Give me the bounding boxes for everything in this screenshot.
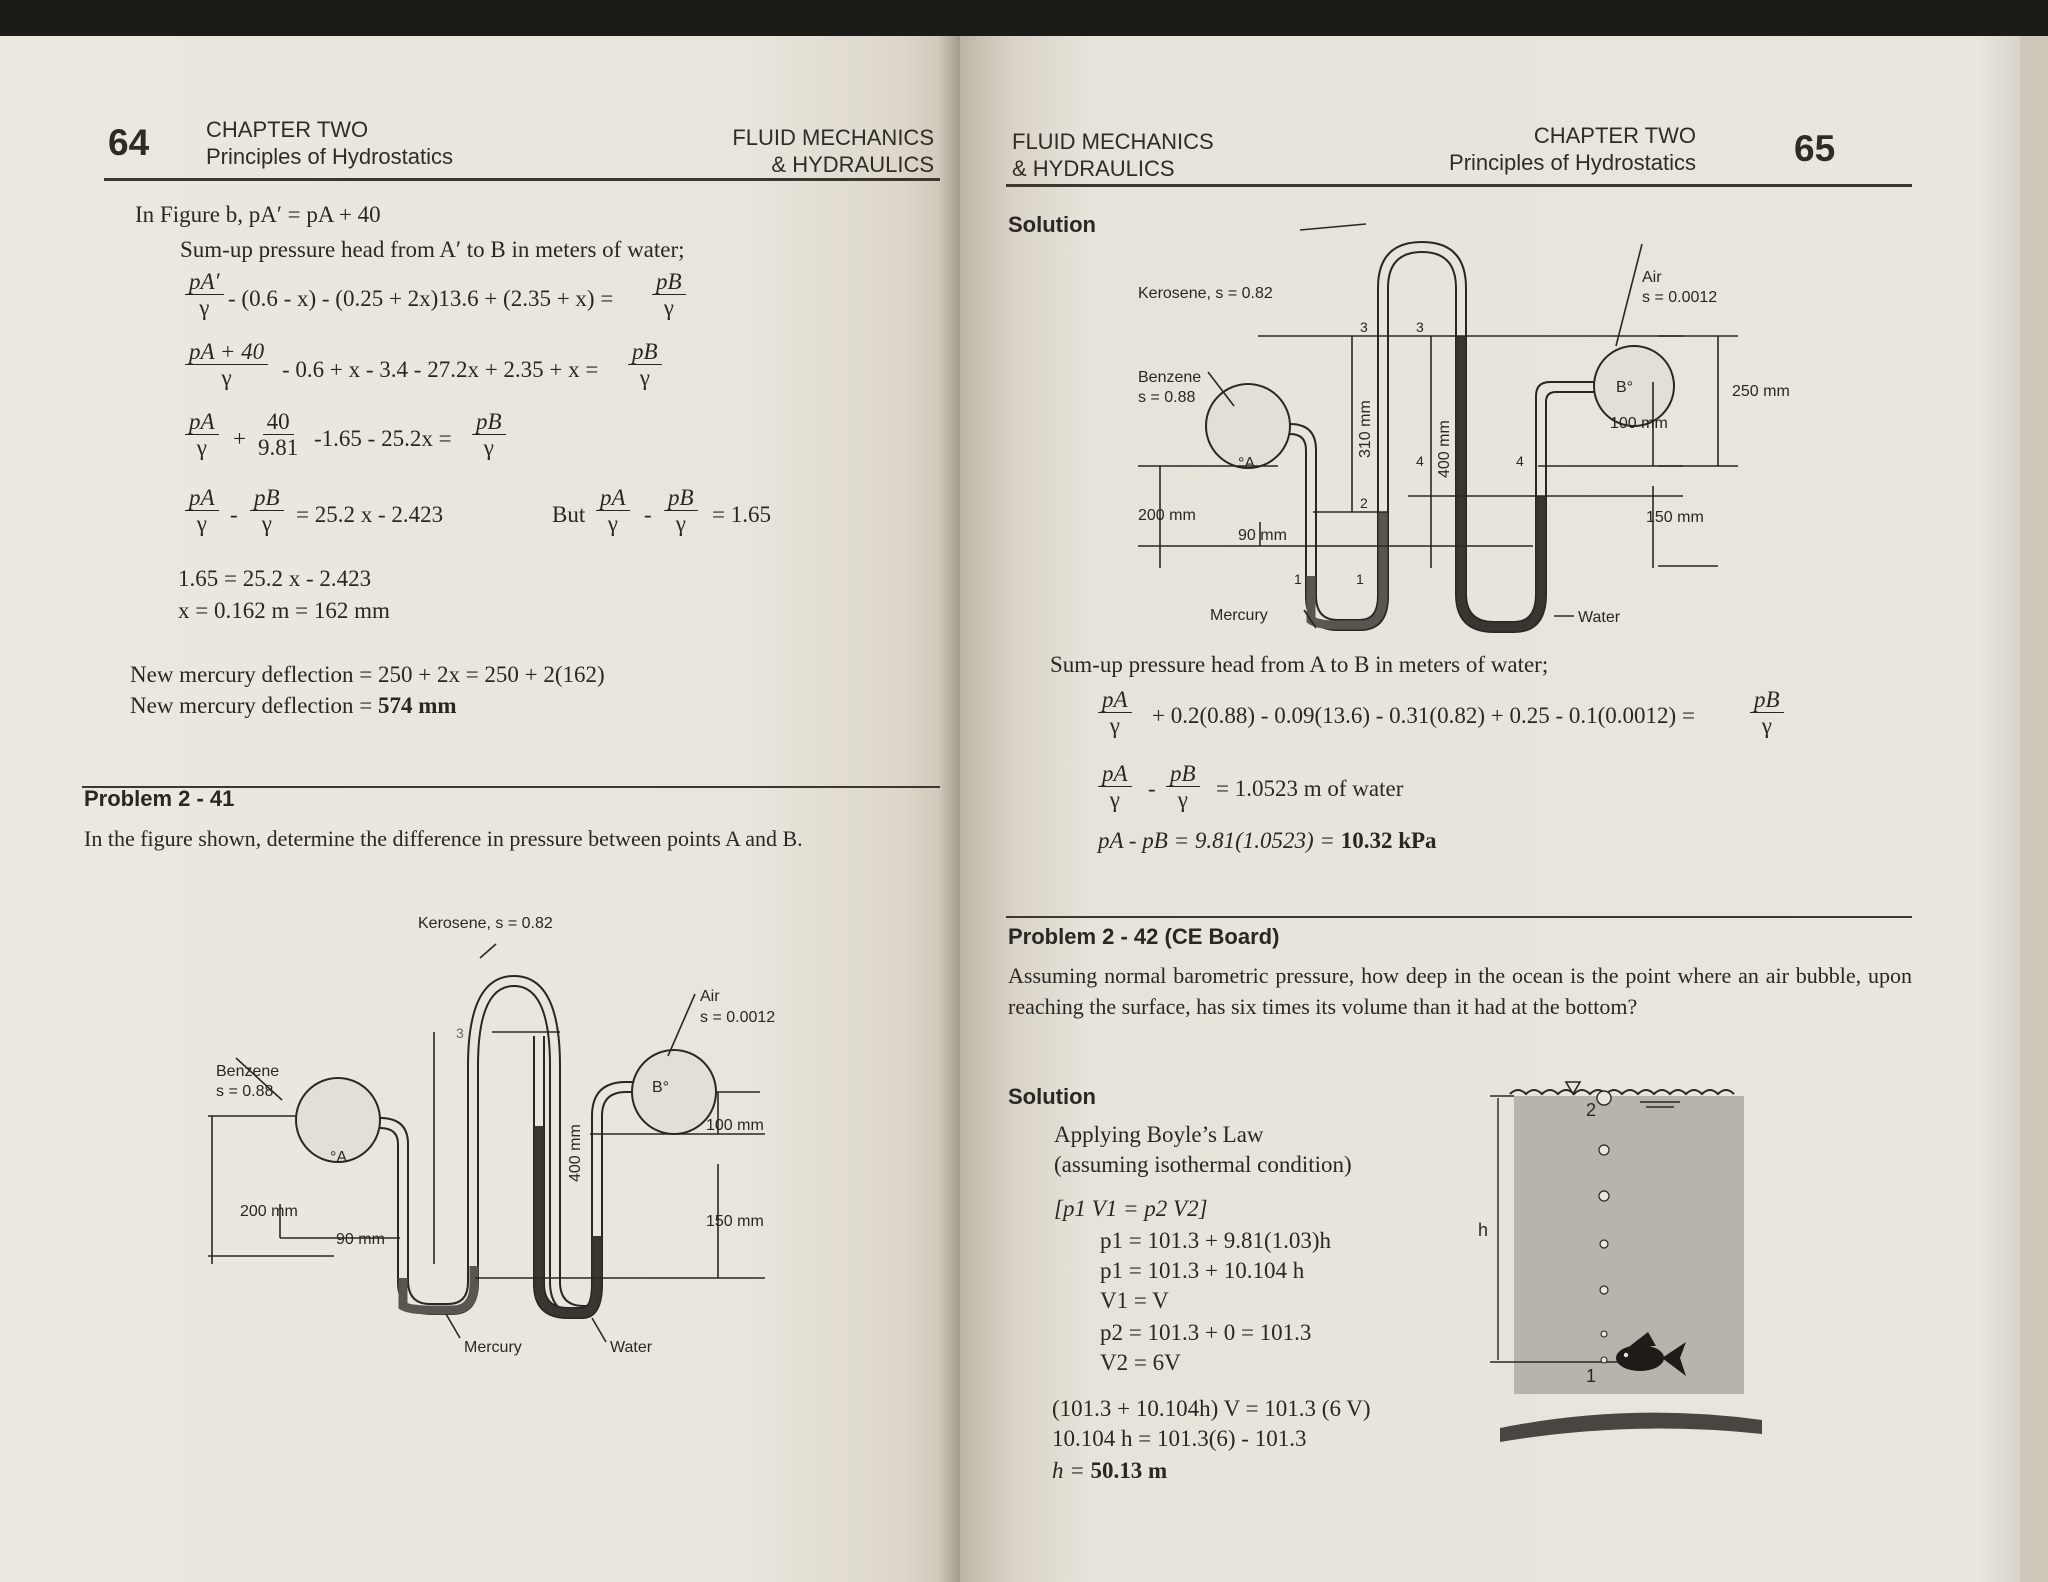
problem-title: Problem 2 - 41 [84, 786, 235, 811]
eq4b-fraction-a [596, 486, 630, 537]
benzene-s-label: s = 0.88 [216, 1083, 274, 1100]
numerator: pA [185, 410, 219, 435]
point-1a: 1 [1294, 571, 1302, 587]
dim-200-label: 200 mm [240, 1203, 298, 1220]
air-leader [1616, 244, 1642, 346]
benzene-label: Benzene [216, 1063, 280, 1080]
denominator: 9.81 [258, 435, 299, 460]
book-title-line-1: FLUID MECHANICS [732, 125, 934, 150]
eq3-body: -1.65 - 25.2x = [314, 426, 452, 451]
page-number: 64 [108, 122, 150, 163]
point-a-label: °A [1238, 455, 1256, 472]
boyle-eq8 [1052, 1458, 1167, 1484]
denominator: γ [1109, 787, 1120, 812]
water-leader [592, 1318, 606, 1342]
page-number: 65 [1794, 128, 1836, 169]
deflection-line-2 [130, 693, 457, 719]
eq4-fraction-a [185, 486, 219, 537]
denominator: γ [1109, 713, 1120, 738]
numerator: pB [664, 486, 698, 511]
eq1-lhs-fraction [1098, 688, 1132, 739]
dim-400-label: 400 mm [1436, 420, 1453, 478]
tube-outer [380, 976, 590, 1306]
mercury-leader [446, 1314, 460, 1338]
plus-sign: + [233, 426, 246, 451]
eq4b-fraction-b [664, 486, 698, 537]
eq3-answer: 10.32 kPa [1340, 828, 1437, 853]
kerosene-label: Kerosene, s = 0.82 [418, 915, 553, 932]
eq2-body: - 0.6 + x - 3.4 - 27.2x + 2.35 + x = [282, 357, 599, 382]
air-s-label: s = 0.0012 [1642, 289, 1718, 306]
denominator: γ [675, 511, 686, 536]
point-b-label: B° [1616, 379, 1634, 396]
eq2-lhs-fraction [185, 340, 268, 391]
bubble-surface [1597, 1091, 1611, 1105]
numerator: pA [1098, 762, 1132, 787]
mercury-fill [1311, 512, 1383, 625]
h-label: h [1478, 1220, 1489, 1240]
kerosene-leader [1300, 224, 1366, 230]
eq3-fraction-a [185, 410, 219, 461]
denominator: γ [607, 511, 618, 536]
eq1-lhs-fraction [185, 270, 224, 321]
bubble-bottom [1601, 1357, 1607, 1363]
chapter-title: Principles of Hydrostatics [1449, 150, 1696, 175]
denominator: γ [196, 511, 207, 536]
eq4-fraction-b [250, 486, 284, 537]
surface-point-label: 2 [1586, 1100, 1597, 1120]
numerator: pA [185, 486, 219, 511]
left-page [0, 36, 960, 1582]
point-3b: 3 [1416, 319, 1424, 335]
mercury-label: Mercury [1210, 607, 1268, 624]
numerator: pB [250, 486, 284, 511]
water-surface [1510, 1090, 1734, 1094]
water-label: Water [610, 1339, 653, 1356]
boyle-eq3: V1 = V [1100, 1288, 1169, 1313]
numerator: pA [1098, 688, 1132, 713]
numerator: pB [472, 410, 506, 435]
boyle-line-2: (assuming isothermal condition) [1054, 1152, 1352, 1177]
deflection-line-1: New mercury deflection = 250 + 2x = 250 + 2(162) [130, 662, 605, 687]
numerator: pB [1750, 688, 1784, 713]
boyle-answer: 50.13 m [1090, 1458, 1168, 1483]
problem-title: Problem 2 - 42 (CE Board) [1008, 924, 1280, 949]
point-a-label: °A [330, 1149, 348, 1166]
boyle-eq7: 10.104 h = 101.3(6) - 101.3 [1052, 1426, 1307, 1451]
header-rule [1006, 184, 1912, 187]
eq3-prefix: pA - pB = 9.81(1.0523) = [1098, 828, 1341, 853]
dim-100-label: 100 mm [706, 1117, 764, 1134]
dim-100-label: 100 mm [1610, 415, 1668, 432]
book-title [726, 124, 934, 178]
tube-inner [380, 986, 584, 1316]
eq3 [1098, 828, 1437, 854]
mercury-label: Mercury [464, 1339, 522, 1356]
eq2-body: = 1.0523 m of water [1216, 776, 1404, 801]
problem-rule [1006, 916, 1912, 918]
minus-sign: - [644, 502, 652, 527]
boyle-eq1: p1 = 101.3 + 9.81(1.03)h [1100, 1228, 1332, 1253]
bulb-b [632, 1050, 716, 1134]
point-4a: 4 [1416, 453, 1424, 469]
chapter-heading [1416, 122, 1696, 176]
numerator: pB [652, 270, 686, 295]
point-3a: 3 [1360, 319, 1368, 335]
bubble [1599, 1145, 1609, 1155]
air-leader [668, 994, 695, 1056]
boyle-eq5: V2 = 6V [1100, 1350, 1181, 1375]
dim-90-label: 90 mm [1238, 527, 1287, 544]
problem-text: Assuming normal barometric pressure, how deep in the ocean is the point where an air bubble, upon reaching the surface, has six times its volume than it had at the bottom? [1008, 963, 1912, 1019]
intro-line: In Figure b, pA′ = pA + 40 [135, 202, 381, 227]
dim-90-label: 90 mm [336, 1231, 385, 1248]
denominator: γ [196, 435, 207, 460]
minus-sign: - [1148, 776, 1156, 801]
chapter-label: CHAPTER TWO [1533, 123, 1696, 148]
dim-150-label: 150 mm [1646, 509, 1704, 526]
bubble [1601, 1331, 1607, 1337]
right-page [960, 36, 2020, 1582]
book-title [1012, 128, 1214, 182]
bottom-point-label: 1 [1586, 1366, 1597, 1386]
chapter-label: CHAPTER TWO [206, 117, 369, 142]
but-word: But [552, 502, 586, 527]
numerator: 40 [263, 410, 294, 435]
denominator: γ [261, 511, 272, 536]
point-4b: 4 [1516, 453, 1524, 469]
dim-400-label: 400 mm [567, 1124, 584, 1182]
denominator: γ [483, 435, 494, 460]
boyle-eq4: p2 = 101.3 + 0 = 101.3 [1100, 1320, 1312, 1345]
minus-sign: - [230, 502, 238, 527]
solution-label: Solution [1008, 212, 1096, 237]
stray-mark: 3 [456, 1025, 464, 1041]
air-s-label: s = 0.0012 [700, 1009, 776, 1026]
dim-310-label: 310 mm [1357, 400, 1374, 458]
kerosene-leader [480, 944, 496, 958]
problem-text: In the figure shown, determine the difference in pressure between points A and B. [84, 826, 803, 851]
point-b-label: B° [652, 1079, 670, 1096]
denominator: γ [221, 365, 232, 390]
eq5: 1.65 = 25.2 x - 2.423 [178, 566, 372, 591]
deflection-answer: 574 mm [377, 693, 457, 718]
denominator: γ [1177, 787, 1188, 812]
deflection-prefix: New mercury deflection = [130, 693, 378, 718]
eq6: x = 0.162 m = 162 mm [178, 598, 390, 623]
air-label: Air [700, 988, 720, 1005]
boyle-line-1: Applying Boyle’s Law [1054, 1122, 1264, 1147]
dim-250-label: 250 mm [1732, 383, 1790, 400]
numerator: pB [628, 340, 662, 365]
numerator: pB [1166, 762, 1200, 787]
dim-200-label: 200 mm [1138, 507, 1196, 524]
water-fill [1461, 336, 1541, 627]
eq1-body: - (0.6 - x) - (0.25 + 2x)13.6 + (2.35 + x) = [228, 286, 614, 311]
ocean-bubble-figure [1480, 1076, 1780, 1456]
point-1b: 1 [1356, 571, 1364, 587]
point-2: 2 [1360, 495, 1368, 511]
denominator: γ [1761, 713, 1772, 738]
boyle-eq6: (101.3 + 10.104h) V = 101.3 (6 V) [1052, 1396, 1371, 1421]
book-title-line-2: & HYDRAULICS [771, 152, 934, 177]
water-label: Water [1578, 609, 1621, 626]
scanner-top-band [0, 0, 2048, 40]
bubble [1600, 1286, 1608, 1294]
manometer-figure [200, 886, 820, 1356]
numerator: pA′ [185, 270, 224, 295]
sumup-line: Sum-up pressure head from A to B in meters of water; [1050, 652, 1549, 677]
eq2-fraction-a [1098, 762, 1132, 813]
kerosene-label: Kerosene, s = 0.82 [1138, 285, 1273, 302]
chapter-heading [206, 116, 453, 170]
water-tube-inner [544, 1036, 636, 1308]
eq4-body: = 25.2 x - 2.423 [296, 502, 444, 527]
sumup-line: Sum-up pressure head from A′ to B in meters of water; [180, 237, 685, 262]
benzene-label: Benzene [1138, 369, 1202, 386]
boyle-eq2: p1 = 101.3 + 10.104 h [1100, 1258, 1305, 1283]
eq4b-body: = 1.65 [712, 502, 771, 527]
header-rule [104, 178, 940, 181]
chapter-title: Principles of Hydrostatics [206, 144, 453, 169]
bubble [1599, 1191, 1609, 1201]
book-title-line-1: FLUID MECHANICS [1012, 129, 1214, 154]
benzene-s-label: s = 0.88 [1138, 389, 1196, 406]
sea-floor [1500, 1413, 1762, 1442]
page-edge [2020, 36, 2048, 1582]
eq1-rhs-fraction [652, 270, 686, 321]
denominator: γ [663, 295, 674, 320]
eq1-rhs-fraction [1750, 688, 1784, 739]
solution-label-2: Solution [1008, 1084, 1096, 1109]
bulb-b [1594, 346, 1674, 426]
bubble [1600, 1240, 1608, 1248]
air-label: Air [1642, 269, 1662, 286]
denominator: γ [199, 295, 210, 320]
solution-manometer-figure [1138, 196, 1798, 636]
boyle-eq0: [p1 V1 = p2 V2] [1054, 1196, 1208, 1221]
eq1-body: + 0.2(0.88) - 0.09(13.6) - 0.31(0.82) + 0.25 - 0.1(0.0012) = [1152, 703, 1695, 728]
eq3-fraction-b [258, 410, 298, 461]
book-title-line-2: & HYDRAULICS [1012, 156, 1175, 181]
numerator: pA + 40 [185, 340, 268, 365]
numerator: pA [596, 486, 630, 511]
denominator: γ [639, 365, 650, 390]
eq3-rhs-fraction [472, 410, 506, 461]
eq2-rhs-fraction [628, 340, 662, 391]
eq2-fraction-b [1166, 762, 1200, 813]
dim-150-label: 150 mm [706, 1213, 764, 1230]
boyle-eq8-prefix: h = [1052, 1458, 1091, 1483]
